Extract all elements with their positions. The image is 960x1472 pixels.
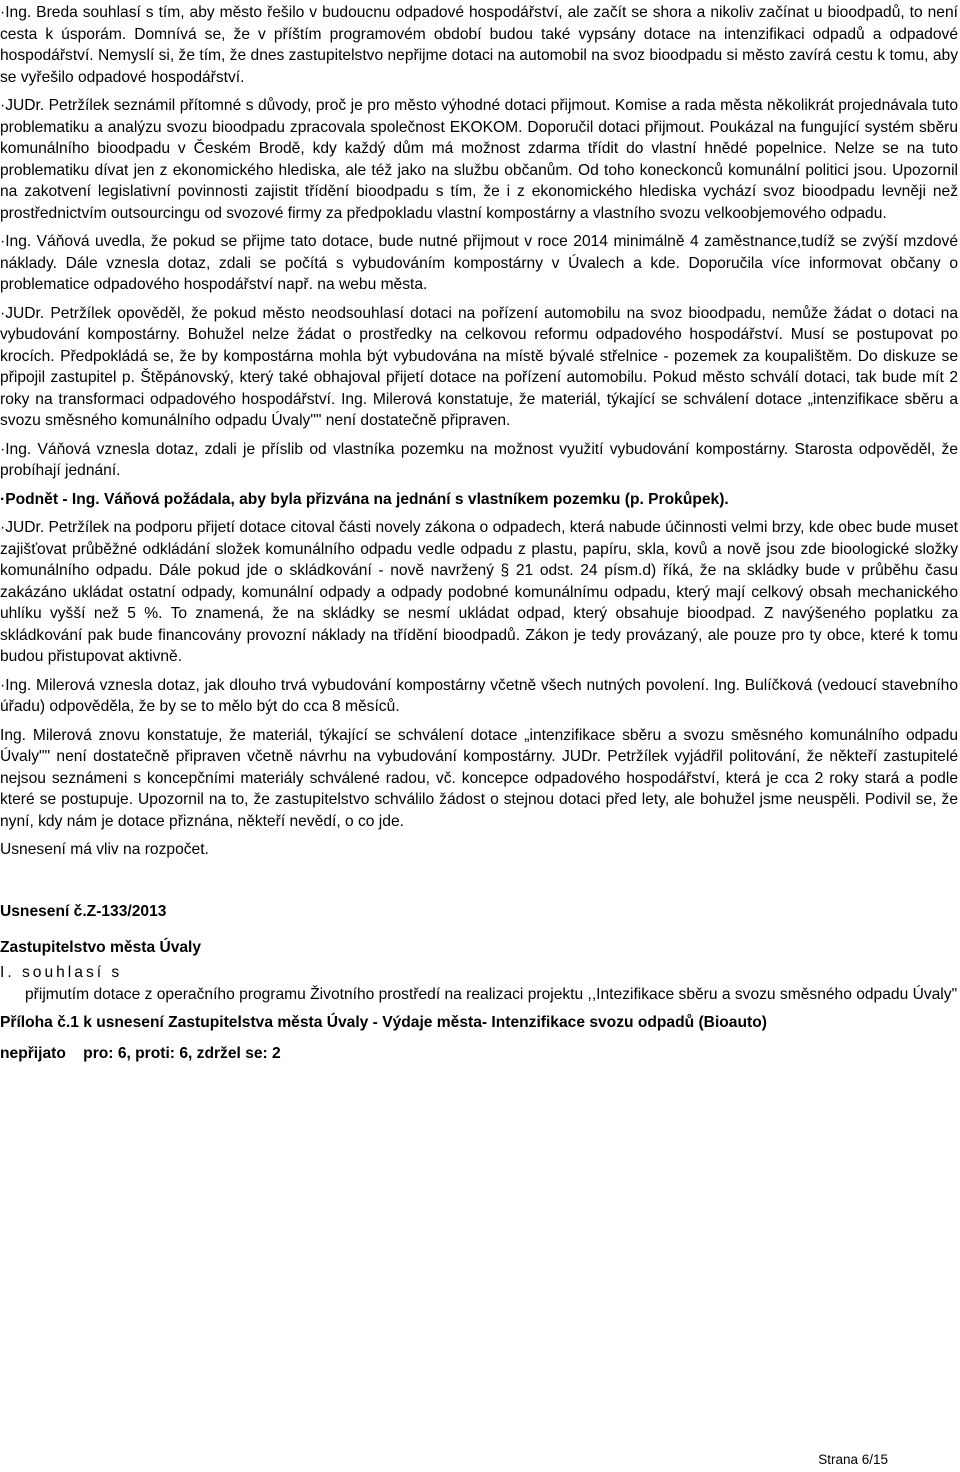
paragraph-vanova-1: ·Ing. Váňová uvedla, že pokud se přijme tato dotace, bude nutné přijmout v roce 2014 minimálně 4 zaměstnance,tudíž se zvýší mzdové náklady. Dále vznesla dotaz, zdali se počítá s vybudováním kompostárny v Úvalech a kde. Doporučila více informovat občany o problematice odpadového hospodářství např. na webu města. xyxy=(0,233,958,293)
resolution-council: Zastupitelstvo města Úvaly xyxy=(0,938,202,956)
paragraph-petrzilek-2: ·JUDr. Petržílek opověděl, že pokud město neodsouhlasí dotaci na pořízení automobilu na svoz bioodpadu, nemůže žádat o dotaci na vybudování kompostárny. Bohužel nelze žádat o prostředky na celkovou reformu odpadového hospodářství. Musí se postupovat po krocích. Předpokládá se, že by kompostárna mohla být vybudována na místě bývalé střelnice - pozemek za koupalištěm. Do diskuze se připojil zastupitel p. Štěpánovský, který také obhajoval přijetí dotace na pořízení automobilu. Pokud město schválí dotaci, tak bude mít 2 roky na transformaci odpadového hospodářství. Ing. Milerová konstatuje, že materiál, týkající se schválení dotace „intenzifikace sběru a svozu směsného komunálního odpadu Úvaly"" není dostatečně připraven. xyxy=(0,304,958,429)
resolution-text: přijmutím dotace z operačního programu Životního prostředí na realizaci projektu ,,Intezifikace sběru a svozu směsného odpadu Úvaly" xyxy=(25,985,958,1003)
paragraph-vanova-2: ·Ing. Váňová vznesla dotaz, zdali je příslib od vlastníka pozemku na možnost využití vybudování kompostárny. Starosta odpověděl, že probíhají jednání. xyxy=(0,440,958,479)
paragraph-breda: ·Ing. Breda souhlasí s tím, aby město řešilo v budoucnu odpadové hospodářství, ale začít se shora a nikoliv začínat u bioodpadů, to není cesta k úsporám. Domnívá se, že v příštím programovém období budou také vypsány dotace na intenzifikaci odpadů a odpadové hospodářství. Nemyslí si, že tím, že dnes zastupitelstvo nepřijme dotaci na automobil na svoz bioodpadu si město zavírá cestu k tomu, aby se vyřešilo odpadové hospodářství. xyxy=(0,4,958,86)
resolution-attachment: Příloha č.1 k usnesení Zastupitelstva města Úvaly - Výdaje města- Intenzifikace svozu odpadů (Bioauto) xyxy=(0,1013,767,1031)
resolution-agrees: I. souhlasí s xyxy=(0,963,123,981)
resolution-number: Usnesení č.Z-133/2013 xyxy=(0,902,167,920)
paragraph-milerova-1: ·Ing. Milerová vznesla dotaz, jak dlouho trvá vybudování kompostárny včetně všech nutných povolení. Ing. Bulíčková (vedoucí stavebního úřadu) odpověděla, že by se to mělo být do cca 8 měsíců. xyxy=(0,676,958,715)
paragraph-petrzilek-1: ·JUDr. Petržílek seznámil přítomné s důvody, proč je pro město výhodné dotaci přijmout. Komise a rada města několikrát projednávala tuto problematiku a analýzu svozu bioodpadu zpracovala společnost EKOKOM. Doporučil dotaci přijmout. Poukázal na fungující systém sběru komunálního bioodpadu v Českém Brodě, kdy každý dům má možnost zdarma třídit do vlastní hnědé popelnice. Nelze se na tuto problematiku dívat jen z ekonomického hlediska, ale též jako na službu občanům. Od toho koneckonců komunální politici jsou. Upozornil na zakotvení legislativní povinnosti zajistit třídění bioodpadu s tím, že i z ekonomického hlediska vychází svoz bioodpadu levněji než prostřednictvím outsourcingu od svozové firmy za předpokladu vlastní kompostárny a vlastního svozu velkoobjemového odpadu. xyxy=(0,97,958,222)
minutes-body xyxy=(0,2,958,1065)
resolution-vote: nepřijato pro: 6, proti: 6, zdržel se: 2 xyxy=(0,1044,281,1062)
paragraph-petrzilek-3: ·JUDr. Petržílek na podporu přijetí dotace citoval části novely zákona o odpadech, která nabude účinnosti velmi brzy, kde obec bude muset zajišťovat průběžné odkládání složek komunálního odpadu vedle odpadu z plastu, papíru, skla, kovů a nově jsou zde bioologické složky komunálního odpadu. Dále pokud jde o skládkování - nově navržený § 21 odst. 24 písm.d) říká, že na skládky bude v průběhu času zakázáno ukládat ostatní odpady, komunální odpady a odpady podobné komunálnímu odpadu, který mají celkový obsah mechanického uhlíku vyšší než 5 %. To znamená, že na skládky se nesmí ukládat odpad, který obsahuje bioodpad. Z navýšeného poplatku za skládkování pak bude financovány provozní náklady na třídění bioodpadů. Zákon je tedy provázaný, ale pouze pro ty obce, které k tomu budou přistupovat aktivně. xyxy=(0,519,958,665)
paragraph-podnet: ·Podnět - Ing. Váňová požádala, aby byla přizvána na jednání s vlastníkem pozemku (p. Prokůpek). xyxy=(0,490,729,508)
paragraph-budget-note: Usnesení má vliv na rozpočet. xyxy=(0,841,209,858)
page-number: Strana 6/15 xyxy=(818,1452,888,1467)
paragraph-milerova-2: Ing. Milerová znovu konstatuje, že materiál, týkající se schválení dotace „intenzifikace sběru a svozu směsného komunálního odpadu Úvaly"" není dostatečně připraven včetně návrhu na vybudování kompostárny. JUDr. Petržílek vyjádřil politování, že někteří zastupitelé nejsou seznámeni s koncepčními materiály schválené radou, vč. koncepce odpadového hospodářství, která je cca 2 roky stará a podle které se postupuje. Upozornil na to, že zastupitelstvo schválilo žádost o stejnou dotaci před lety, ale bohužel jsme neuspěli. Podivil se, že nyní, kdy nám je dotace přiznána, někteří nevědí, o co jde. xyxy=(0,726,958,830)
